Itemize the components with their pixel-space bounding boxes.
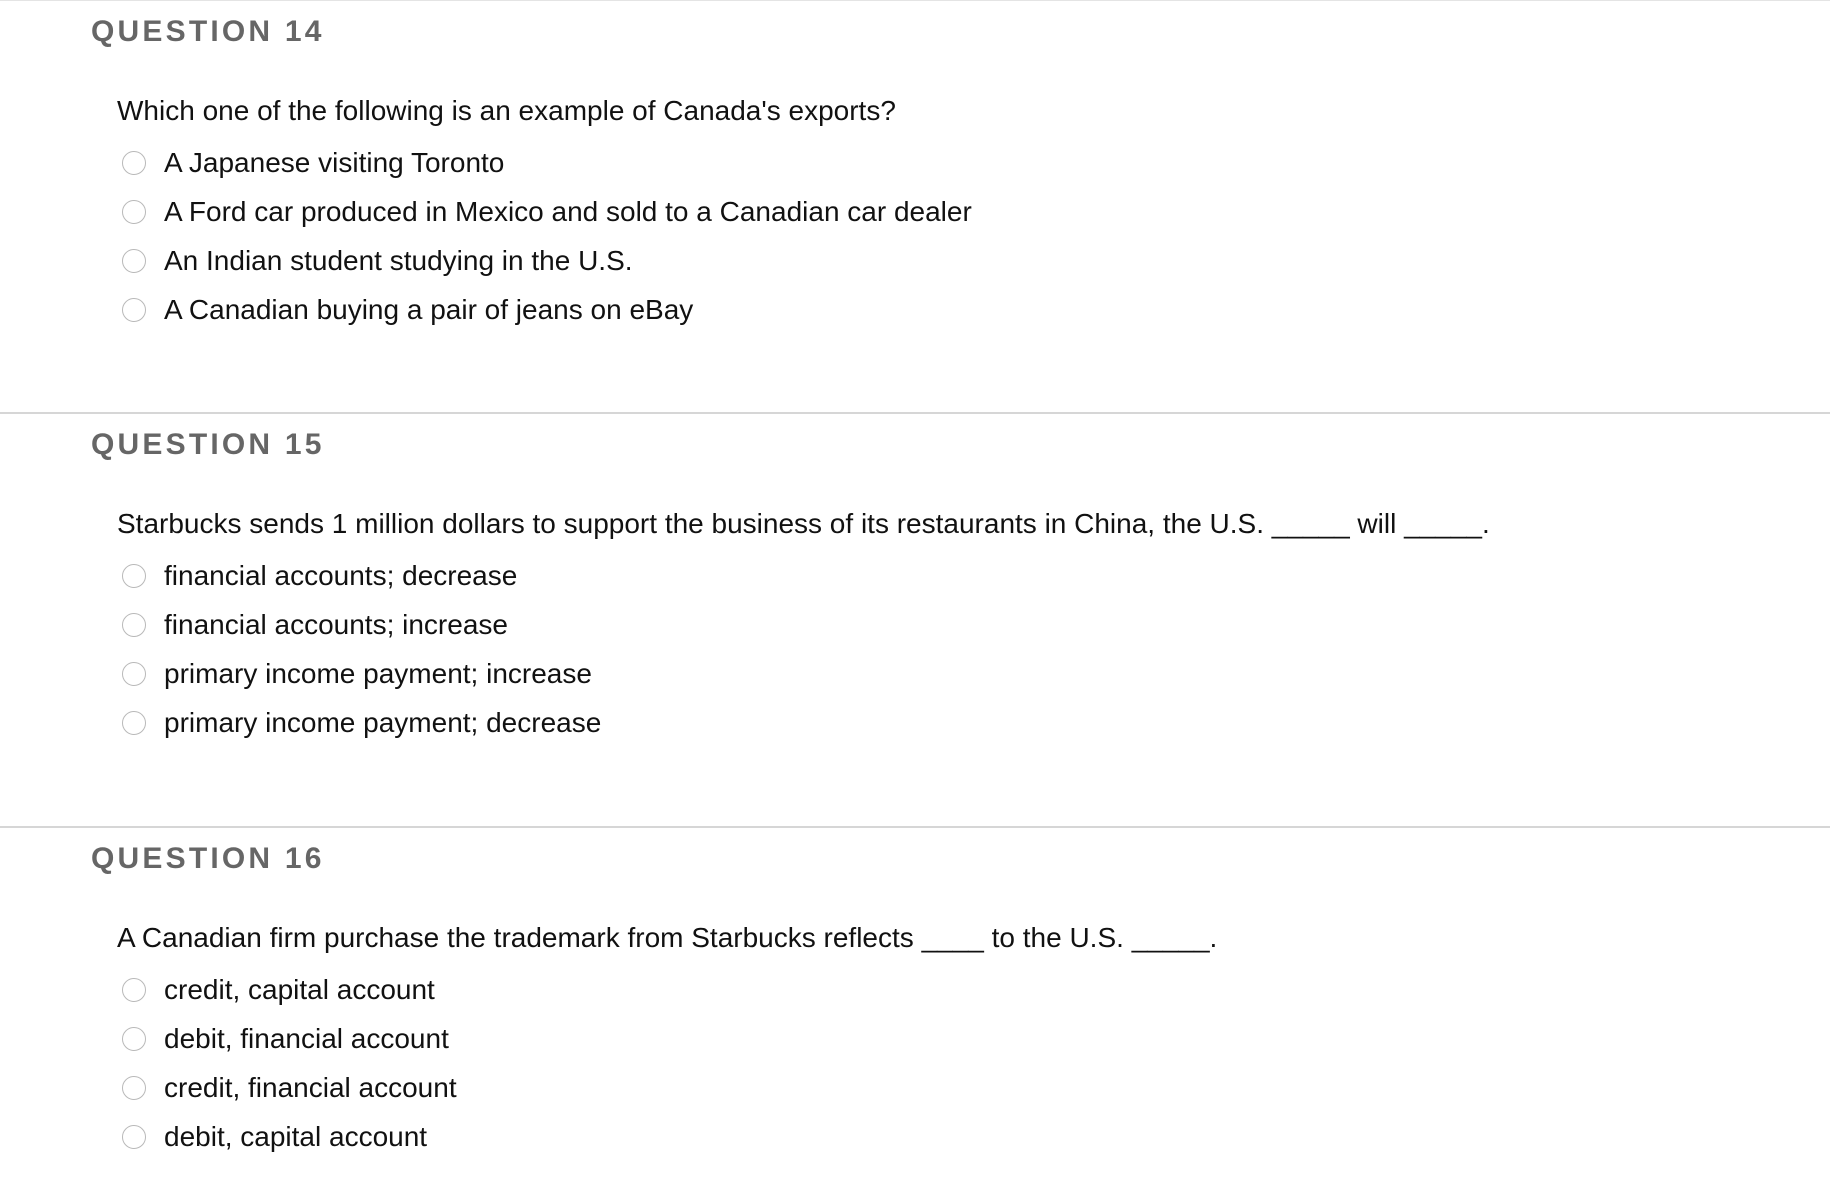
radio-button[interactable] (122, 1027, 146, 1051)
answer-option[interactable] (122, 187, 972, 236)
question-prompt: Which one of the following is an example of Canada's exports? (117, 95, 896, 126)
answer-options (122, 551, 601, 747)
radio-button[interactable] (122, 613, 146, 637)
answer-option[interactable] (122, 649, 601, 698)
radio-button[interactable] (122, 662, 146, 686)
question-prompt: A Canadian firm purchase the trademark from Starbucks reflects ____ to the U.S. _____. (117, 922, 1218, 953)
radio-button[interactable] (122, 151, 146, 175)
answer-option-label[interactable]: debit, financial account (164, 1022, 449, 1054)
section-divider (0, 826, 1830, 828)
question-heading: QUESTION 14 (91, 15, 325, 48)
answer-option-label[interactable]: debit, capital account (164, 1120, 428, 1152)
answer-option-label[interactable]: financial accounts; increase (164, 608, 508, 640)
radio-button[interactable] (122, 978, 146, 1002)
radio-button[interactable] (122, 249, 146, 273)
answer-option[interactable] (122, 698, 601, 747)
answer-option-label[interactable]: An Indian student studying in the U.S. (164, 244, 633, 276)
answer-option-label[interactable]: financial accounts; decrease (164, 559, 518, 591)
answer-option-label[interactable]: credit, capital account (164, 973, 435, 1005)
answer-option[interactable] (122, 1063, 457, 1112)
answer-option[interactable] (122, 1112, 457, 1161)
radio-button[interactable] (122, 1076, 146, 1100)
answer-option[interactable] (122, 138, 972, 187)
answer-options (122, 965, 457, 1161)
top-divider (0, 0, 1830, 1)
answer-option[interactable] (122, 285, 972, 334)
answer-option[interactable] (122, 600, 601, 649)
answer-option[interactable] (122, 1014, 457, 1063)
radio-button[interactable] (122, 1125, 146, 1149)
answer-option-label[interactable]: A Japanese visiting Toronto (164, 146, 505, 178)
radio-button[interactable] (122, 564, 146, 588)
answer-option-label[interactable]: primary income payment; increase (164, 657, 592, 689)
answer-option-label[interactable]: primary income payment; decrease (164, 706, 602, 738)
answer-options (122, 138, 972, 334)
answer-option[interactable] (122, 965, 457, 1014)
question-heading: QUESTION 15 (91, 428, 325, 461)
question-heading: QUESTION 16 (91, 842, 325, 875)
question-prompt: Starbucks sends 1 million dollars to support the business of its restaurants in China, the U.S. _____ will _____. (117, 508, 1490, 539)
answer-option[interactable] (122, 551, 601, 600)
answer-option-label[interactable]: A Ford car produced in Mexico and sold to a Canadian car dealer (164, 195, 972, 227)
section-divider (0, 412, 1830, 414)
answer-option[interactable] (122, 236, 972, 285)
answer-option-label[interactable]: credit, financial account (164, 1071, 457, 1103)
radio-button[interactable] (122, 711, 146, 735)
radio-button[interactable] (122, 298, 146, 322)
radio-button[interactable] (122, 200, 146, 224)
answer-option-label[interactable]: A Canadian buying a pair of jeans on eBay (164, 293, 694, 325)
